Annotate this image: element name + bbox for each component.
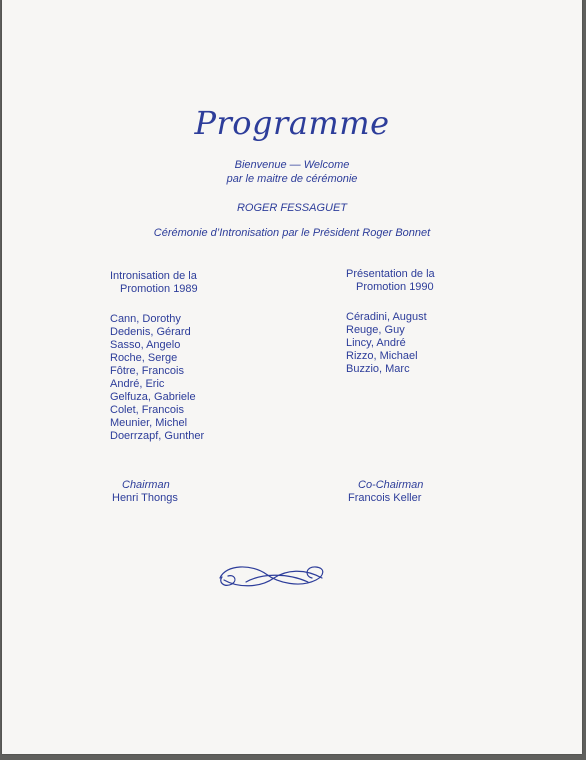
co-chairman-block <box>348 479 423 505</box>
right-heading-line2: Promotion 1990 <box>356 281 434 293</box>
left-column <box>110 270 204 443</box>
list-item: Fôtre, Francois <box>110 365 184 377</box>
left-heading-line2: Promotion 1989 <box>120 283 198 295</box>
co-chairman-name: Francois Keller <box>348 492 422 504</box>
list-item: Colet, Francois <box>110 404 184 416</box>
name-list <box>110 313 204 443</box>
right-column-heading <box>346 268 435 294</box>
ceremony-line: Cérémonie d’Intronisation par le Président Roger Bonnet <box>153 227 431 239</box>
list-item: Meunier, Michel <box>110 417 188 429</box>
list-item: Doerrzapf, Gunther <box>110 430 205 442</box>
name-list <box>346 311 435 376</box>
left-column-heading <box>110 270 204 296</box>
list-item: Cann, Dorothy <box>110 313 181 325</box>
list-item: Roche, Serge <box>110 352 178 364</box>
program-page <box>2 0 582 754</box>
chairman-block <box>112 479 178 505</box>
welcome-line: Bienvenue — Welcome <box>234 159 350 171</box>
co-chairman-role: Co-Chairman <box>358 479 424 491</box>
list-item: Sasso, Angelo <box>110 339 181 351</box>
chairman-name: Henri Thongs <box>112 492 178 504</box>
host-name: ROGER FESSAGUET <box>236 202 348 214</box>
list-item: Lincy, André <box>346 337 406 349</box>
list-item: Gelfuza, Gabriele <box>110 391 196 403</box>
left-heading-line1: Intronisation de la <box>110 270 197 282</box>
list-item: Céradini, August <box>346 311 427 323</box>
right-heading-line1: Présentation de la <box>346 268 435 280</box>
list-item: André, Eric <box>110 378 165 390</box>
program-title: Programme <box>194 104 390 142</box>
chairman-role: Chairman <box>122 479 170 491</box>
list-item: Buzzio, Marc <box>346 363 410 375</box>
list-item: Dedenis, Gérard <box>110 326 191 338</box>
list-item: Rizzo, Michael <box>346 350 418 362</box>
list-item: Reuge, Guy <box>346 324 405 336</box>
right-column <box>346 268 435 376</box>
flourish-icon <box>216 558 328 598</box>
host-line: par le maitre de cérémonie <box>226 173 358 185</box>
